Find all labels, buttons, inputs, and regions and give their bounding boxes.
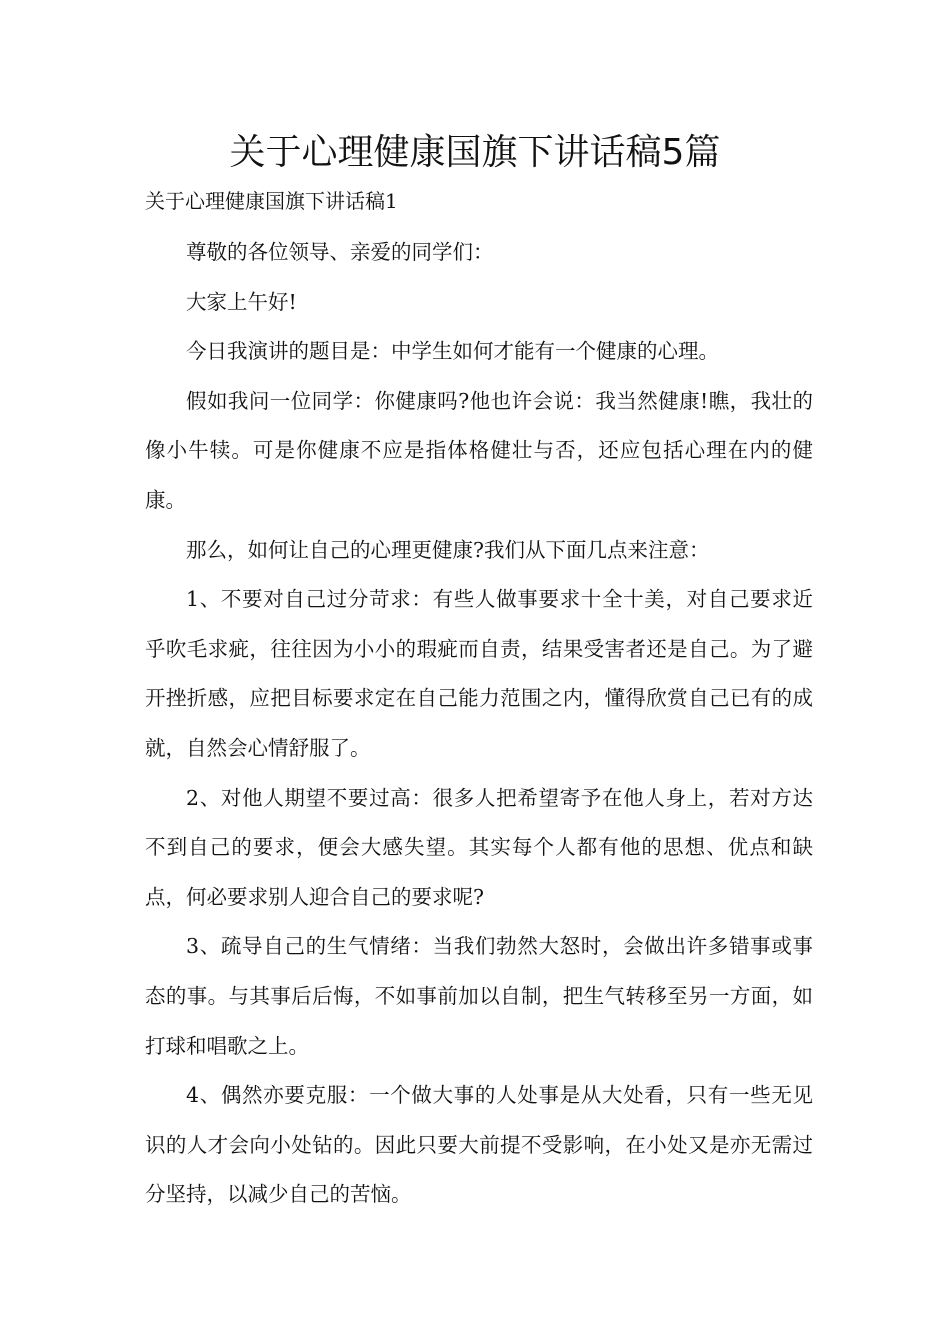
paragraph: 假如我问一位同学：你健康吗?他也许会说：我当然健康!瞧，我壮的像小牛犊。可是你健康不应是指体格健壮与否，还应包括心理在内的健康。 (145, 388, 813, 512)
paragraph: 大家上午好! (186, 289, 297, 314)
section-heading: 关于心理健康国旗下讲话稿1 (145, 189, 398, 213)
document-title: 关于心理健康国旗下讲话稿5篇 (229, 132, 721, 173)
paragraph: 尊敬的各位领导、亲爱的同学们： (186, 240, 494, 264)
paragraph: 2、对他人期望不要过高：很多人把希望寄予在他人身上，若对方达不到自己的要求，便会大感失望。其实每个人都有他的思想、优点和缺点，何必要求别人迎合自己的要求呢? (145, 785, 813, 909)
paragraph: 今日我演讲的题目是：中学生如何才能有一个健康的心理。 (186, 339, 719, 364)
paragraph: 3、疏导自己的生气情绪：当我们勃然大怒时，会做出许多错事或事态的事。与其事后后悔，不如事前加以自制，把生气转移至另一方面，如打球和唱歌之上。 (145, 934, 813, 1058)
paragraph: 4、偶然亦要克服：一个做大事的人处事是从大处看，只有一些无见识的人才会向小处钻的。因此只要大前提不受影响，在小处又是亦无需过分坚持，以减少自己的苦恼。 (145, 1083, 813, 1207)
paragraph: 1、不要对自己过分苛求：有些人做事要求十全十美，对自己要求近乎吹毛求疵，往往因为小小的瑕疵而自责，结果受害者还是自己。为了避开挫折感，应把目标要求定在自己能力范围之内，懂得欣赏自己已有的成就，自然会心情舒服了。 (145, 587, 813, 760)
paragraph: 那么，如何让自己的心理更健康?我们从下面几点来注意： (186, 537, 710, 562)
document-body (145, 228, 813, 1220)
